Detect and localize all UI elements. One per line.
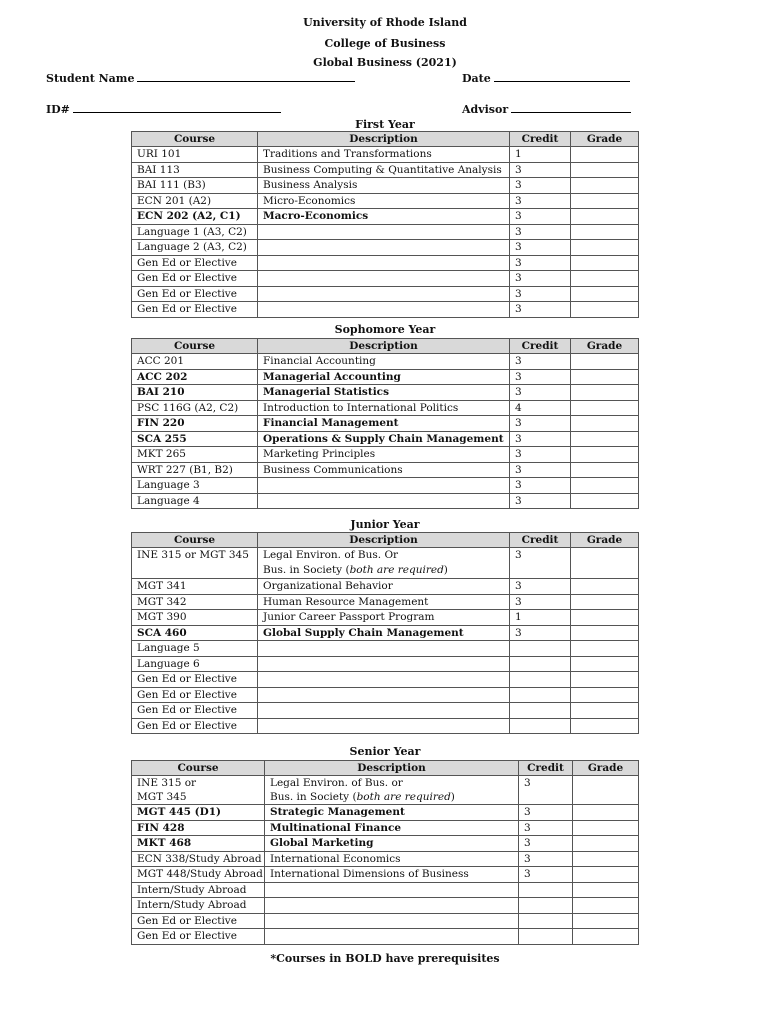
grade-cell[interactable]	[571, 431, 639, 447]
senior-year-table	[131, 760, 639, 945]
credit-cell: 4	[510, 400, 571, 416]
table-row	[132, 286, 639, 302]
table-row	[132, 385, 639, 401]
table-row	[132, 594, 639, 610]
table-row	[132, 656, 639, 672]
course-cell: ECN 338/Study Abroad	[132, 851, 265, 867]
course-cell: BAI 210	[132, 385, 258, 401]
course-cell: Gen Ed or Elective	[132, 929, 265, 945]
description-cell	[258, 703, 510, 719]
col-course: Course	[132, 339, 258, 354]
grade-cell[interactable]	[571, 447, 639, 463]
course-cell: Language 2 (A3, C2)	[132, 240, 258, 256]
col-credit: Credit	[510, 132, 571, 147]
grade-cell[interactable]	[571, 178, 639, 194]
date-field[interactable]	[462, 71, 630, 85]
table-row	[132, 579, 639, 595]
grade-cell[interactable]	[571, 385, 639, 401]
table-row	[132, 929, 639, 945]
footnote: *Courses in BOLD have prerequisites	[270, 952, 500, 965]
course-cell: FIN 220	[132, 416, 258, 432]
junior-year-table	[131, 532, 639, 734]
description-cell	[258, 493, 510, 509]
credit-cell	[519, 882, 573, 898]
description-cell: Multinational Finance	[265, 820, 519, 836]
grade-cell[interactable]	[573, 836, 639, 852]
description-cell: Business Communications	[258, 462, 510, 478]
description-cell	[258, 286, 510, 302]
table-row	[132, 672, 639, 688]
credit-cell: 3	[510, 193, 571, 209]
credit-cell: 3	[519, 776, 573, 805]
table-row	[132, 369, 639, 385]
col-description: Description	[265, 761, 519, 776]
col-grade: Grade	[571, 533, 639, 548]
course-cell: Gen Ed or Elective	[132, 255, 258, 271]
description-cell: Managerial Statistics	[258, 385, 510, 401]
credit-cell: 3	[510, 286, 571, 302]
grade-cell[interactable]	[571, 687, 639, 703]
date-label: Date	[462, 72, 491, 85]
credit-cell	[519, 913, 573, 929]
table-row	[132, 882, 639, 898]
grade-cell[interactable]	[571, 478, 639, 494]
description-cell: Macro-Economics	[258, 209, 510, 225]
course-cell: URI 101	[132, 147, 258, 163]
grade-cell[interactable]	[571, 354, 639, 370]
grade-cell[interactable]	[571, 369, 639, 385]
grade-cell[interactable]	[571, 718, 639, 734]
col-credit: Credit	[510, 533, 571, 548]
course-cell: BAI 111 (B3)	[132, 178, 258, 194]
course-cell: Gen Ed or Elective	[132, 703, 258, 719]
student-name-field[interactable]	[46, 71, 355, 85]
course-cell: MGT 341	[132, 579, 258, 595]
description-cell: Business Analysis	[258, 178, 510, 194]
description-cell: Financial Accounting	[258, 354, 510, 370]
credit-cell: 3	[510, 224, 571, 240]
sophomore-year-table	[131, 338, 639, 509]
description-cell: Legal Environ. of Bus. or Bus. in Society (both are required)	[265, 776, 519, 805]
description-cell: Junior Career Passport Program	[258, 610, 510, 626]
col-grade: Grade	[571, 132, 639, 147]
credit-cell: 3	[510, 625, 571, 641]
course-cell: MGT 390	[132, 610, 258, 626]
table-row	[132, 354, 639, 370]
credit-cell: 3	[510, 548, 571, 579]
description-cell	[258, 302, 510, 318]
col-grade: Grade	[573, 761, 639, 776]
grade-cell[interactable]	[571, 493, 639, 509]
credit-cell: 3	[510, 240, 571, 256]
course-cell: ECN 202 (A2, C1)	[132, 209, 258, 225]
description-cell: Global Supply Chain Management	[258, 625, 510, 641]
grade-cell[interactable]	[573, 820, 639, 836]
table-row	[132, 851, 639, 867]
table-row	[132, 703, 639, 719]
description-cell: Traditions and Transformations	[258, 147, 510, 163]
course-cell: Gen Ed or Elective	[132, 302, 258, 318]
table-row	[132, 416, 639, 432]
grade-cell[interactable]	[573, 882, 639, 898]
course-cell: Intern/Study Abroad	[132, 882, 265, 898]
credit-cell	[510, 641, 571, 657]
course-cell: MKT 468	[132, 836, 265, 852]
table-row	[132, 302, 639, 318]
credit-cell: 3	[510, 369, 571, 385]
credit-cell: 3	[510, 271, 571, 287]
table-row	[132, 805, 639, 821]
course-cell: ACC 202	[132, 369, 258, 385]
credit-cell: 3	[510, 594, 571, 610]
col-credit: Credit	[510, 339, 571, 354]
grade-cell[interactable]	[571, 400, 639, 416]
description-cell	[265, 913, 519, 929]
table-row	[132, 641, 639, 657]
description-cell	[258, 240, 510, 256]
table-row	[132, 493, 639, 509]
course-cell: SCA 255	[132, 431, 258, 447]
description-cell	[258, 478, 510, 494]
description-cell: Financial Management	[258, 416, 510, 432]
table-row	[132, 240, 639, 256]
grade-cell[interactable]	[571, 610, 639, 626]
col-course: Course	[132, 761, 265, 776]
col-course: Course	[132, 533, 258, 548]
course-cell: Gen Ed or Elective	[132, 672, 258, 688]
senior-year-title: Senior Year	[349, 745, 421, 758]
table-row	[132, 913, 639, 929]
description-cell	[258, 672, 510, 688]
course-cell: PSC 116G (A2, C2)	[132, 400, 258, 416]
grade-cell[interactable]	[571, 703, 639, 719]
table-row	[132, 836, 639, 852]
grade-cell[interactable]	[571, 271, 639, 287]
grade-cell[interactable]	[571, 240, 639, 256]
credit-cell: 3	[519, 867, 573, 883]
description-cell: Business Computing & Quantitative Analysis	[258, 162, 510, 178]
grade-cell[interactable]	[571, 625, 639, 641]
grade-cell[interactable]	[573, 776, 639, 805]
credit-cell: 3	[510, 255, 571, 271]
course-cell: Gen Ed or Elective	[132, 271, 258, 287]
table-row	[132, 820, 639, 836]
table-row	[132, 776, 639, 805]
table-row	[132, 478, 639, 494]
description-cell: Human Resource Management	[258, 594, 510, 610]
description-cell: Operations & Supply Chain Management	[258, 431, 510, 447]
credit-cell: 3	[510, 579, 571, 595]
description-cell	[258, 255, 510, 271]
credit-cell: 3	[510, 354, 571, 370]
course-cell: Gen Ed or Elective	[132, 687, 258, 703]
course-cell: SCA 460	[132, 625, 258, 641]
credit-cell: 1	[510, 610, 571, 626]
col-course: Course	[132, 132, 258, 147]
description-cell: International Dimensions of Business	[265, 867, 519, 883]
course-cell: Gen Ed or Elective	[132, 913, 265, 929]
credit-cell: 3	[519, 820, 573, 836]
credit-cell	[510, 718, 571, 734]
grade-cell[interactable]	[571, 579, 639, 595]
grade-cell[interactable]	[573, 867, 639, 883]
course-cell: Gen Ed or Elective	[132, 718, 258, 734]
description-cell: Managerial Accounting	[258, 369, 510, 385]
description-cell	[258, 687, 510, 703]
course-cell: ECN 201 (A2)	[132, 193, 258, 209]
credit-cell: 3	[510, 416, 571, 432]
grade-cell[interactable]	[571, 672, 639, 688]
course-cell: ACC 201	[132, 354, 258, 370]
course-cell: Language 3	[132, 478, 258, 494]
table-row	[132, 625, 639, 641]
description-cell	[258, 718, 510, 734]
description-cell: Introduction to International Politics	[258, 400, 510, 416]
id-field[interactable]	[46, 102, 281, 116]
credit-cell: 3	[510, 447, 571, 463]
grade-cell[interactable]	[571, 162, 639, 178]
advisor-field[interactable]	[462, 102, 631, 116]
col-description: Description	[258, 339, 510, 354]
grade-cell[interactable]	[571, 224, 639, 240]
credit-cell	[519, 898, 573, 914]
course-cell: Language 6	[132, 656, 258, 672]
course-cell: WRT 227 (B1, B2)	[132, 462, 258, 478]
credit-cell: 3	[510, 162, 571, 178]
table-row	[132, 898, 639, 914]
description-cell: Global Marketing	[265, 836, 519, 852]
course-cell: MGT 445 (D1)	[132, 805, 265, 821]
description-cell	[265, 882, 519, 898]
credit-cell: 3	[510, 385, 571, 401]
course-cell: Language 1 (A3, C2)	[132, 224, 258, 240]
grade-cell[interactable]	[571, 594, 639, 610]
first-year-table	[131, 131, 639, 318]
credit-cell	[519, 929, 573, 945]
credit-cell: 3	[510, 178, 571, 194]
table-row	[132, 548, 639, 579]
course-cell: MGT 448/Study Abroad	[132, 867, 265, 883]
table-row	[132, 462, 639, 478]
course-cell: Intern/Study Abroad	[132, 898, 265, 914]
col-description: Description	[258, 132, 510, 147]
course-cell: BAI 113	[132, 162, 258, 178]
col-grade: Grade	[571, 339, 639, 354]
credit-cell: 3	[510, 431, 571, 447]
grade-cell[interactable]	[573, 805, 639, 821]
table-row	[132, 255, 639, 271]
course-cell: Language 4	[132, 493, 258, 509]
grade-cell[interactable]	[571, 302, 639, 318]
course-cell: MKT 265	[132, 447, 258, 463]
grade-cell[interactable]	[571, 416, 639, 432]
university-title: University of Rhode Island	[303, 16, 467, 29]
junior-year-title: Junior Year	[350, 518, 420, 531]
table-row	[132, 610, 639, 626]
description-cell: Marketing Principles	[258, 447, 510, 463]
student-name-label: Student Name	[46, 72, 135, 85]
table-row	[132, 224, 639, 240]
grade-cell[interactable]	[571, 548, 639, 579]
credit-cell: 3	[519, 851, 573, 867]
description-cell: Organizational Behavior	[258, 579, 510, 595]
description-cell: Micro-Economics	[258, 193, 510, 209]
table-row	[132, 193, 639, 209]
description-cell: International Economics	[265, 851, 519, 867]
credit-cell: 1	[510, 147, 571, 163]
sophomore-year-title: Sophomore Year	[334, 323, 436, 336]
table-row	[132, 431, 639, 447]
credit-cell: 3	[510, 462, 571, 478]
table-row	[132, 718, 639, 734]
grade-cell[interactable]	[571, 656, 639, 672]
course-cell: INE 315 or MGT 345	[132, 548, 258, 579]
credit-cell: 3	[519, 836, 573, 852]
grade-cell[interactable]	[571, 641, 639, 657]
grade-cell[interactable]	[571, 209, 639, 225]
credit-cell	[510, 687, 571, 703]
course-cell: INE 315 or MGT 345	[132, 776, 265, 805]
table-row	[132, 147, 639, 163]
grade-cell[interactable]	[573, 898, 639, 914]
credit-cell	[510, 703, 571, 719]
table-row	[132, 209, 639, 225]
course-cell: MGT 342	[132, 594, 258, 610]
table-row	[132, 867, 639, 883]
grade-cell[interactable]	[571, 193, 639, 209]
description-cell: Strategic Management	[265, 805, 519, 821]
description-cell	[265, 898, 519, 914]
credit-cell: 3	[510, 302, 571, 318]
program-title: Global Business (2021)	[313, 56, 457, 69]
grade-cell[interactable]	[571, 255, 639, 271]
grade-cell[interactable]	[571, 462, 639, 478]
credit-cell: 3	[510, 209, 571, 225]
college-title: College of Business	[324, 37, 446, 50]
description-cell	[258, 641, 510, 657]
grade-cell[interactable]	[573, 929, 639, 945]
credit-cell	[510, 672, 571, 688]
course-cell: Language 5	[132, 641, 258, 657]
credit-cell: 3	[510, 493, 571, 509]
description-cell	[258, 224, 510, 240]
grade-cell[interactable]	[571, 147, 639, 163]
table-row	[132, 162, 639, 178]
course-cell: FIN 428	[132, 820, 265, 836]
description-cell	[258, 271, 510, 287]
table-row	[132, 178, 639, 194]
course-cell: Gen Ed or Elective	[132, 286, 258, 302]
description-cell: Legal Environ. of Bus. Or Bus. in Society (both are required)	[258, 548, 510, 579]
table-row	[132, 687, 639, 703]
table-row	[132, 271, 639, 287]
col-description: Description	[258, 533, 510, 548]
col-credit: Credit	[519, 761, 573, 776]
credit-cell: 3	[519, 805, 573, 821]
grade-cell[interactable]	[573, 913, 639, 929]
grade-cell[interactable]	[571, 286, 639, 302]
advisor-label: Advisor	[462, 103, 509, 116]
table-row	[132, 400, 639, 416]
table-row	[132, 447, 639, 463]
grade-cell[interactable]	[573, 851, 639, 867]
description-cell	[258, 656, 510, 672]
description-cell	[265, 929, 519, 945]
first-year-title: First Year	[355, 118, 415, 131]
credit-cell	[510, 656, 571, 672]
id-label: ID#	[46, 103, 70, 116]
credit-cell: 3	[510, 478, 571, 494]
